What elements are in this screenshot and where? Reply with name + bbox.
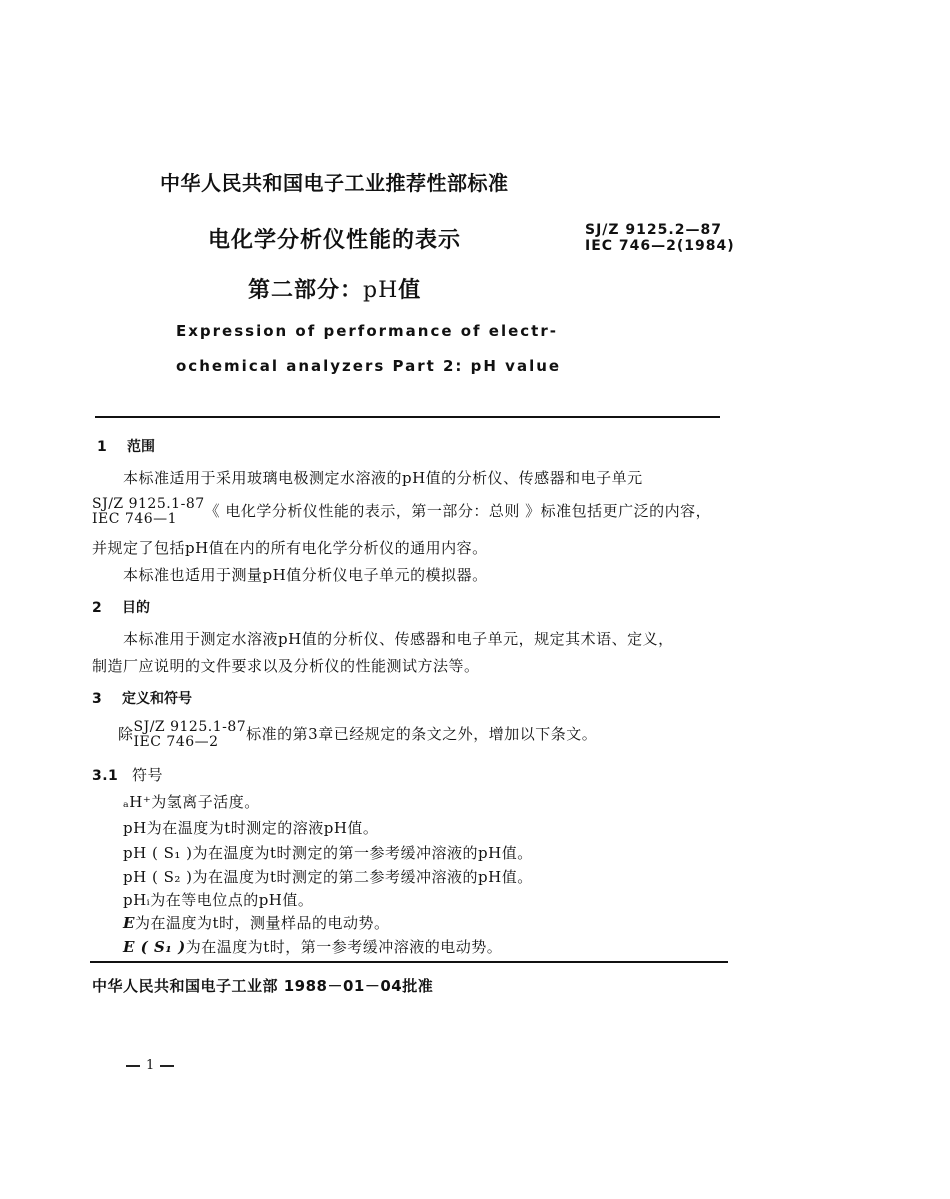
symbol-description: 为在温度为t时测定的溶液pH值。 [146, 819, 379, 837]
subtitle-ph: pH [363, 278, 399, 303]
symbol-description: 为在等电位点的pH值。 [150, 891, 314, 909]
reference-iec: IEC 746—1 [92, 511, 178, 527]
section-3-1-heading [92, 764, 163, 785]
symbol: pHᵢ [123, 891, 151, 909]
section-2-paragraph-2: 制造厂应说明的文件要求以及分析仪的性能测试方法等。 [92, 657, 480, 675]
symbol-item [123, 817, 378, 838]
section-3-paragraph-1 [118, 720, 597, 750]
paragraph-text: 标准的第3章已经规定的条文之外，增加以下条文。 [246, 725, 598, 743]
document-title-cn: 电化学分析仪性能的表示 [208, 228, 462, 253]
standard-category: 中华人民共和国电子工业推荐性部标准 [160, 171, 509, 195]
symbol-item [123, 866, 533, 887]
section-2-heading [92, 597, 150, 617]
paragraph-prefix: 除 [118, 725, 134, 743]
symbol-item [123, 791, 260, 812]
section-1-heading [97, 436, 155, 456]
symbol-item [123, 936, 502, 957]
symbol-item [123, 842, 533, 863]
section-number: 1 [97, 439, 107, 455]
symbol-description: 为氢离子活度。 [151, 793, 260, 811]
footer-divider [90, 961, 728, 963]
standard-reference [134, 720, 247, 750]
section-number: 2 [92, 600, 102, 616]
page-number [120, 1058, 180, 1073]
symbol-item [123, 889, 313, 910]
section-title: 符号 [132, 766, 164, 784]
section-1-paragraph-1: 本标准适用于采用玻璃电极测定水溶液的pH值的分析仪、传感器和电子单元 [123, 469, 643, 487]
document-title-en-line2: ochemical analyzers Part 2: pH value [176, 357, 562, 375]
header-divider [95, 416, 720, 418]
section-1-paragraph-4: 本标准也适用于测量pH值分析仪电子单元的模拟器。 [123, 566, 488, 584]
page-number-value: 1 [146, 1058, 155, 1073]
symbol: pH ( S₁ ) [123, 844, 193, 862]
standard-code-sj: SJ/Z 9125.2—87 [585, 222, 722, 238]
symbol: E ( S₁ ) [123, 938, 186, 956]
document-subtitle-cn [248, 273, 421, 304]
symbol-description: 为在温度为t时测定的第二参考缓冲溶液的pH值。 [192, 868, 533, 886]
section-3-heading [92, 688, 192, 708]
approval-statement: 中华人民共和国电子工业部 1988－01－04批准 [92, 977, 434, 995]
section-1-paragraph-2 [92, 497, 711, 527]
symbol: E [123, 914, 135, 932]
dash-right [160, 1065, 174, 1067]
section-2-paragraph-1: 本标准用于测定水溶液pH值的分析仪、传感器和电子单元，规定其术语、定义， [123, 630, 674, 648]
reference-sj: SJ/Z 9125.1-87 [133, 719, 247, 735]
paragraph-text: 《 电化学分析仪性能的表示，第一部分：总则 》标准包括更广泛的内容， [204, 502, 712, 520]
symbol: ₐH⁺ [123, 793, 152, 811]
standard-reference [92, 497, 205, 527]
dash-left [126, 1065, 140, 1067]
section-title: 范围 [127, 439, 155, 455]
section-number: 3.1 [92, 768, 119, 784]
reference-sj: SJ/Z 9125.1-87 [92, 496, 205, 512]
standard-code-iec: IEC 746—2(1984) [585, 238, 735, 254]
reference-iec: IEC 746—2 [133, 734, 219, 750]
symbol: pH [123, 819, 147, 837]
standard-code [585, 222, 735, 254]
symbol-description: 为在温度为t时，测量样品的电动势。 [134, 914, 390, 932]
section-number: 3 [92, 691, 102, 707]
document-title-en-line1: Expression of performance of electr- [176, 322, 558, 340]
subtitle-prefix: 第二部分： [248, 278, 364, 303]
symbol-item [123, 912, 389, 933]
subtitle-suffix: 值 [398, 278, 422, 303]
symbol-description: 为在温度为t时，第一参考缓冲溶液的电动势。 [185, 938, 503, 956]
symbol-description: 为在温度为t时测定的第一参考缓冲溶液的pH值。 [192, 844, 533, 862]
section-title: 目的 [122, 600, 150, 616]
section-title: 定义和符号 [122, 691, 192, 707]
section-1-paragraph-3: 并规定了包括pH值在内的所有电化学分析仪的通用内容。 [92, 539, 488, 557]
symbol: pH ( S₂ ) [123, 868, 193, 886]
